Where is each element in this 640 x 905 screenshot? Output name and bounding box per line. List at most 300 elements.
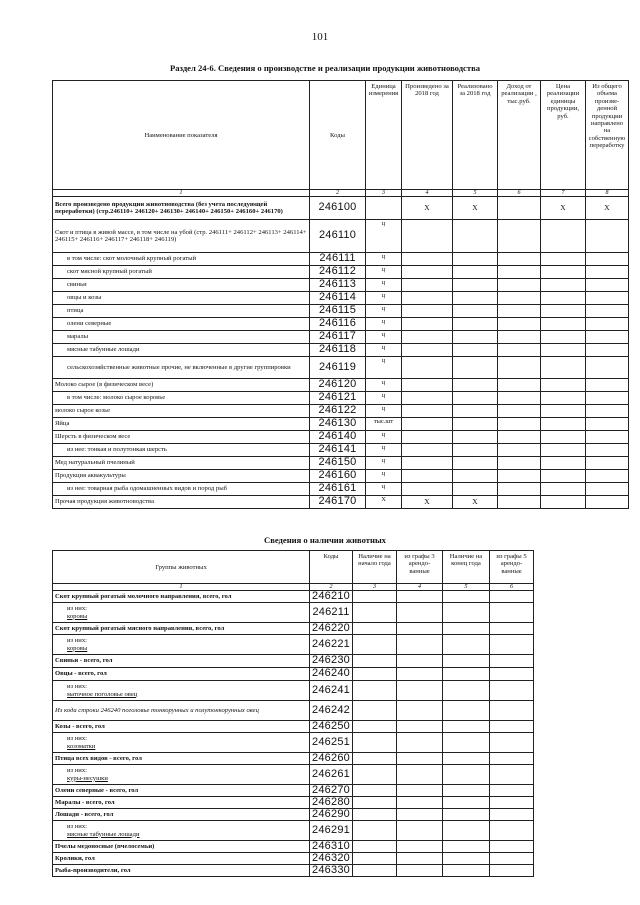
table-row — [53, 635, 629, 655]
blank-cell — [534, 865, 629, 877]
animal-group-name — [53, 635, 310, 655]
value-cell — [397, 865, 443, 877]
col-header-start-leased: из графы 3 арендо-ванные — [397, 551, 443, 584]
row-code: 246221 — [310, 635, 353, 655]
value-cell — [541, 444, 586, 457]
value-cell — [541, 357, 586, 379]
blank-cell — [534, 841, 629, 853]
value-cell — [586, 470, 629, 483]
value-cell — [490, 655, 534, 668]
value-cell — [397, 765, 443, 785]
value-cell — [443, 623, 490, 635]
row-code: 246160 — [310, 470, 366, 483]
blank-cell — [534, 701, 629, 721]
value-cell — [353, 765, 397, 785]
table-row — [53, 292, 629, 305]
value-cell — [353, 591, 397, 603]
value-cell — [453, 357, 498, 379]
table-row — [53, 392, 629, 405]
value-cell — [586, 405, 629, 418]
value-cell — [453, 405, 498, 418]
unit-cell: ц — [366, 431, 402, 444]
table-row — [53, 701, 629, 721]
value-cell — [353, 865, 397, 877]
row-code: 246115 — [310, 305, 366, 318]
table-row — [53, 266, 629, 279]
col-number: 5 — [443, 584, 490, 591]
indicator-name: Продукция аквакультуры — [53, 470, 310, 483]
row-code: 246140 — [310, 431, 366, 444]
value-cell — [353, 809, 397, 821]
col-number: 2 — [310, 584, 353, 591]
value-cell — [353, 701, 397, 721]
unit-cell: ц — [366, 470, 402, 483]
value-cell — [490, 603, 534, 623]
table-row — [53, 457, 629, 470]
blank-cell — [534, 733, 629, 753]
value-cell — [353, 668, 397, 681]
row-code: 246120 — [310, 379, 366, 392]
value-cell — [402, 405, 453, 418]
table-row — [53, 405, 629, 418]
value-cell — [498, 392, 541, 405]
value-cell — [397, 733, 443, 753]
animal-group-name — [53, 765, 310, 785]
row-code: 246242 — [310, 701, 353, 721]
value-cell — [397, 701, 443, 721]
value-cell — [498, 220, 541, 253]
value-cell — [402, 379, 453, 392]
value-cell — [397, 797, 443, 809]
value-cell — [586, 392, 629, 405]
indicator-name: овцы и козы — [53, 292, 310, 305]
value-cell — [402, 457, 453, 470]
row-code: 246220 — [310, 623, 353, 635]
animal-group-name: Рыба-производители, гол — [53, 865, 310, 877]
value-cell — [402, 483, 453, 496]
table-row — [53, 253, 629, 266]
unit-cell: ц — [366, 318, 402, 331]
production-table — [52, 80, 629, 509]
unit-cell: ц — [366, 357, 402, 379]
value-cell — [586, 379, 629, 392]
col-number: 1 — [53, 584, 310, 591]
blank-cell — [534, 721, 629, 733]
unit-cell: ц — [366, 266, 402, 279]
row-code: 246118 — [310, 344, 366, 357]
value-cell — [402, 266, 453, 279]
animals-table — [52, 550, 629, 877]
indicator-name: Всего произведено продукции животноводства (без учета последующей переработки) (стр.246110+ 246120+ 246130+ 246140+ 246150+ 246160+ 246170) — [53, 197, 310, 220]
table-row — [53, 623, 629, 635]
indicator-name: Яйца — [53, 418, 310, 431]
row-code: 246270 — [310, 785, 353, 797]
unit-cell: ц — [366, 305, 402, 318]
animal-group-name: Пчелы медоносные (пчелосемьи) — [53, 841, 310, 853]
value-cell — [498, 379, 541, 392]
value-cell — [490, 809, 534, 821]
value-cell — [541, 279, 586, 292]
table-row — [53, 197, 629, 220]
subgroup-name: козоматки — [67, 742, 96, 750]
table-row — [53, 865, 629, 877]
col-header-produced: Произведено за 2018 год — [402, 81, 453, 190]
value-cell — [541, 331, 586, 344]
col-header-unit: Единица измерения — [366, 81, 402, 190]
unit-cell: ц — [366, 331, 402, 344]
value-cell — [397, 821, 443, 841]
value-cell — [443, 797, 490, 809]
blank-cell — [534, 584, 629, 591]
unit-cell: ц — [366, 457, 402, 470]
value-cell — [453, 379, 498, 392]
table-row — [53, 753, 629, 765]
value-cell — [453, 344, 498, 357]
col-number: 3 — [366, 190, 402, 197]
col-header-price: Цена реализации единицы продукции, руб. — [541, 81, 586, 190]
value-cell — [453, 457, 498, 470]
table-row — [53, 483, 629, 496]
value-cell — [541, 483, 586, 496]
animal-group-name: Птица всех видов - всего, гол — [53, 753, 310, 765]
table-row — [53, 785, 629, 797]
row-code: 246122 — [310, 405, 366, 418]
unit-cell: X — [366, 496, 402, 509]
table-row — [53, 418, 629, 431]
blank-cell — [534, 809, 629, 821]
blank-cell — [534, 753, 629, 765]
subgroup-prefix: из них: — [67, 637, 87, 645]
value-cell — [353, 733, 397, 753]
col-number: 5 — [453, 190, 498, 197]
value-cell: X — [453, 197, 498, 220]
value-cell — [453, 444, 498, 457]
col-number: 4 — [397, 584, 443, 591]
value-cell — [353, 623, 397, 635]
col-number: 1 — [53, 190, 310, 197]
value-cell — [541, 305, 586, 318]
blank-cell — [534, 785, 629, 797]
value-cell — [353, 655, 397, 668]
value-cell — [397, 591, 443, 603]
indicator-name: свиньи — [53, 279, 310, 292]
value-cell — [498, 331, 541, 344]
value-cell — [453, 253, 498, 266]
value-cell — [453, 418, 498, 431]
col-header-processing: Из общего объема произве-денной продукции направлено на собственную переработку — [586, 81, 629, 190]
value-cell — [541, 344, 586, 357]
value-cell — [402, 344, 453, 357]
row-code: 246111 — [310, 253, 366, 266]
value-cell — [498, 279, 541, 292]
value-cell — [443, 655, 490, 668]
value-cell: X — [453, 496, 498, 509]
unit-cell: ц — [366, 444, 402, 457]
indicator-name: олени северные — [53, 318, 310, 331]
value-cell — [453, 431, 498, 444]
table-row — [53, 357, 629, 379]
col-number: 2 — [310, 190, 366, 197]
table-row — [53, 379, 629, 392]
value-cell — [402, 220, 453, 253]
value-cell — [498, 344, 541, 357]
value-cell — [453, 331, 498, 344]
row-code: 246330 — [310, 865, 353, 877]
col-number: 4 — [402, 190, 453, 197]
blank-cell — [534, 668, 629, 681]
value-cell — [353, 841, 397, 853]
value-cell — [498, 197, 541, 220]
value-cell — [490, 668, 534, 681]
animal-group-name: Олени северные - всего, гол — [53, 785, 310, 797]
value-cell — [490, 865, 534, 877]
value-cell — [498, 253, 541, 266]
row-code: 246310 — [310, 841, 353, 853]
value-cell — [490, 853, 534, 865]
indicator-name: птица — [53, 305, 310, 318]
row-code: 246112 — [310, 266, 366, 279]
row-code: 246251 — [310, 733, 353, 753]
value-cell — [541, 418, 586, 431]
col-number: 8 — [586, 190, 629, 197]
value-cell — [353, 821, 397, 841]
value-cell — [353, 635, 397, 655]
animals-section-title: Сведения о наличии животных — [264, 535, 386, 545]
animal-group-name: Маралы - всего, гол — [53, 797, 310, 809]
value-cell — [498, 357, 541, 379]
subgroup-name: коровы — [67, 644, 88, 652]
value-cell — [541, 470, 586, 483]
animal-group-name: Лошади - всего, гол — [53, 809, 310, 821]
blank-cell — [534, 853, 629, 865]
row-code: 246290 — [310, 809, 353, 821]
indicator-name: Мед натуральный пчелиный — [53, 457, 310, 470]
row-code: 246113 — [310, 279, 366, 292]
table-row — [53, 655, 629, 668]
unit-cell: ц — [366, 292, 402, 305]
table-row — [53, 591, 629, 603]
animal-group-name: Скот крупный рогатый молочного направления, всего, гол — [53, 591, 310, 603]
value-cell — [397, 635, 443, 655]
value-cell — [541, 292, 586, 305]
col-number: 3 — [353, 584, 397, 591]
subgroup-prefix: из них: — [67, 735, 87, 743]
value-cell — [402, 331, 453, 344]
table-row — [53, 331, 629, 344]
blank-cell — [534, 765, 629, 785]
blank-cell — [534, 655, 629, 668]
indicator-name: маралы — [53, 331, 310, 344]
unit-cell: ц — [366, 279, 402, 292]
row-code: 246130 — [310, 418, 366, 431]
subgroup-prefix: из них: — [67, 605, 87, 613]
value-cell — [397, 809, 443, 821]
value-cell — [453, 279, 498, 292]
col-header-code: Коды — [310, 81, 366, 190]
animal-group-name — [53, 603, 310, 623]
value-cell — [498, 483, 541, 496]
blank-cell — [534, 821, 629, 841]
row-code: 246117 — [310, 331, 366, 344]
value-cell — [541, 266, 586, 279]
value-cell — [498, 496, 541, 509]
value-cell — [397, 721, 443, 733]
value-cell — [402, 418, 453, 431]
row-code: 246121 — [310, 392, 366, 405]
row-code: 246320 — [310, 853, 353, 865]
value-cell — [490, 733, 534, 753]
value-cell: X — [541, 197, 586, 220]
value-cell — [443, 753, 490, 765]
value-cell — [541, 318, 586, 331]
animal-group-name: Из кода строки 246240 поголовье тонкорунных и полутонкорунных овец — [53, 701, 310, 721]
table-row — [53, 733, 629, 753]
value-cell: X — [402, 197, 453, 220]
indicator-name: мясные табунные лошади — [53, 344, 310, 357]
row-code: 246170 — [310, 496, 366, 509]
table-row — [53, 344, 629, 357]
value-cell — [443, 853, 490, 865]
value-cell — [498, 418, 541, 431]
value-cell — [490, 841, 534, 853]
value-cell — [443, 635, 490, 655]
subgroup-name: коровы — [67, 612, 88, 620]
value-cell — [498, 431, 541, 444]
value-cell — [353, 721, 397, 733]
subgroup-prefix: из них: — [67, 823, 87, 831]
col-header-animal-group: Группы животных — [53, 551, 310, 584]
row-code: 246116 — [310, 318, 366, 331]
value-cell — [490, 785, 534, 797]
value-cell — [541, 431, 586, 444]
value-cell — [397, 753, 443, 765]
value-cell — [586, 357, 629, 379]
row-code: 246100 — [310, 197, 366, 220]
value-cell — [490, 797, 534, 809]
subgroup-name: куры-несушки — [67, 774, 108, 782]
value-cell — [490, 635, 534, 655]
value-cell — [490, 765, 534, 785]
animal-group-name: Свиньи - всего, гол — [53, 655, 310, 668]
value-cell — [541, 392, 586, 405]
unit-cell: ц — [366, 220, 402, 253]
value-cell — [397, 853, 443, 865]
table-row — [53, 470, 629, 483]
value-cell — [443, 721, 490, 733]
value-cell — [353, 753, 397, 765]
animal-group-name: Кролики, гол — [53, 853, 310, 865]
indicator-name: Скот и птица в живой массе, в том числе на убой (стр. 246111+ 246112+ 246113+ 246114+ 246115+ 246116+ 246117+ 246118+ 246119) — [53, 220, 310, 253]
section-title: Раздел 24-6. Сведения о производстве и реализации продукции животноводства — [169, 63, 481, 73]
value-cell — [586, 318, 629, 331]
indicator-name: в том числе: скот молочный крупный рогатый — [53, 253, 310, 266]
value-cell — [453, 292, 498, 305]
col-header-name: Наименование показателя — [53, 81, 310, 190]
row-code: 246161 — [310, 483, 366, 496]
value-cell — [586, 266, 629, 279]
value-cell — [453, 392, 498, 405]
row-code: 246119 — [310, 357, 366, 379]
value-cell — [586, 444, 629, 457]
unit-cell: тыс.шт — [366, 418, 402, 431]
value-cell — [453, 470, 498, 483]
value-cell — [397, 681, 443, 701]
table-row — [53, 809, 629, 821]
col-header-end-count: Наличие на конец года — [443, 551, 490, 584]
value-cell — [443, 841, 490, 853]
unit-cell: ц — [366, 344, 402, 357]
value-cell — [586, 457, 629, 470]
unit-cell: ц — [366, 392, 402, 405]
indicator-name: из нее: тонкая и полутонкая шерсть — [53, 444, 310, 457]
value-cell — [353, 603, 397, 623]
indicator-name: сельскохозяйственные животные прочие, не включенные в другие группировки — [53, 357, 310, 379]
value-cell — [498, 444, 541, 457]
value-cell — [498, 305, 541, 318]
row-code: 246261 — [310, 765, 353, 785]
table-row — [53, 318, 629, 331]
table-row — [53, 603, 629, 623]
value-cell — [443, 785, 490, 797]
col-header-income: Доход от реализации , тыс.руб. — [498, 81, 541, 190]
value-cell — [443, 809, 490, 821]
subgroup-prefix: из них: — [67, 767, 87, 775]
value-cell — [453, 305, 498, 318]
value-cell — [586, 305, 629, 318]
subgroup-name: маточное поголовье овец — [67, 690, 138, 698]
value-cell — [541, 496, 586, 509]
table-row — [53, 721, 629, 733]
table-row — [53, 431, 629, 444]
value-cell — [397, 603, 443, 623]
row-code: 246114 — [310, 292, 366, 305]
value-cell — [443, 701, 490, 721]
value-cell — [397, 668, 443, 681]
blank-cell — [534, 603, 629, 623]
value-cell — [586, 220, 629, 253]
value-cell — [443, 591, 490, 603]
value-cell — [490, 701, 534, 721]
value-cell — [402, 431, 453, 444]
row-code: 246241 — [310, 681, 353, 701]
indicator-name: скот мясной крупный рогатый — [53, 266, 310, 279]
row-code: 246280 — [310, 797, 353, 809]
blank-cell — [534, 797, 629, 809]
row-code: 246250 — [310, 721, 353, 733]
value-cell — [353, 797, 397, 809]
col-header-start-count: Наличие на начало года — [353, 551, 397, 584]
value-cell — [453, 483, 498, 496]
value-cell — [490, 623, 534, 635]
value-cell: X — [402, 496, 453, 509]
value-cell — [353, 681, 397, 701]
animal-group-name — [53, 733, 310, 753]
row-code: 246150 — [310, 457, 366, 470]
subgroup-prefix: из них: — [67, 683, 87, 691]
value-cell — [443, 668, 490, 681]
value-cell — [402, 305, 453, 318]
value-cell — [397, 841, 443, 853]
value-cell — [498, 266, 541, 279]
row-code: 246141 — [310, 444, 366, 457]
blank-cell — [534, 623, 629, 635]
table-row — [53, 279, 629, 292]
animal-group-name: Козы - всего, гол — [53, 721, 310, 733]
value-cell: X — [586, 197, 629, 220]
value-cell — [490, 591, 534, 603]
value-cell — [397, 655, 443, 668]
value-cell — [586, 331, 629, 344]
